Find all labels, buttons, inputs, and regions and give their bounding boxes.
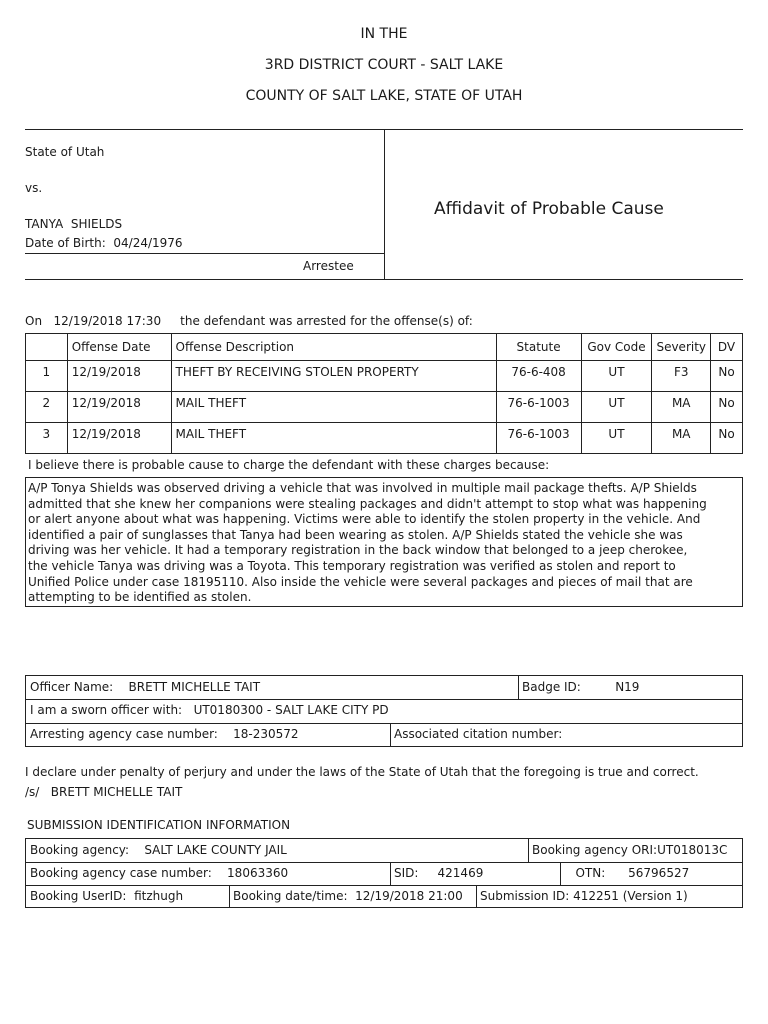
probable-cause-line: attempting to be identified as stolen.	[28, 590, 252, 605]
row-statute: 76-6-408	[496, 361, 581, 392]
probable-cause-line: admitted that she knew her companions were stealing packages and didn't attempt to stop what was happening	[28, 496, 707, 511]
table-row	[26, 361, 743, 392]
officer-name-value: BRETT MICHELLE TAIT	[128, 680, 261, 694]
row-dv: No	[711, 392, 743, 423]
booking-case-value: 18063360	[227, 866, 289, 880]
booking-userid-label: Booking UserID:	[30, 889, 127, 903]
submission-info-box	[25, 838, 743, 908]
sid-label: SID:	[394, 866, 419, 880]
row-gov-code: UT	[581, 392, 652, 423]
row-severity: MA	[652, 423, 711, 454]
row-gov-code: UT	[581, 423, 652, 454]
table-row	[26, 392, 743, 423]
probable-cause-line: the vehicle Tanya was driving was a Toyota. This temporary registration was verified as stolen and report to	[28, 558, 676, 573]
arrest-statement	[25, 314, 473, 328]
booking-ori-label: Booking agency ORI:	[532, 843, 658, 857]
booking-ori-field	[528, 839, 727, 861]
citation-field	[390, 723, 566, 745]
booking-datetime-field	[229, 885, 463, 907]
row-severity: MA	[652, 392, 711, 423]
probable-cause-line: or alert anyone about what was happening. Victims were able to identify the stolen property in the vehicle. And	[28, 512, 701, 527]
badge-id-value: N19	[615, 680, 640, 694]
officer-name-label: Officer Name:	[30, 680, 114, 694]
header-cell-offense-date: Offense Date	[67, 334, 171, 361]
versus-label: vs.	[25, 181, 43, 195]
row-statute: 76-6-1003	[496, 392, 581, 423]
badge-id-label: Badge ID:	[522, 680, 581, 694]
header-cell-offense-description: Offense Description	[171, 334, 496, 361]
row-offense-description: MAIL THEFT	[171, 423, 496, 454]
caption-divider	[384, 129, 385, 279]
arrest-text: the defendant was arrested for the offense(s) of:	[180, 314, 473, 328]
row-severity: F3	[652, 361, 711, 392]
court-header-line2: 3RD DISTRICT COURT - SALT LAKE	[264, 57, 504, 73]
sworn-agency-value: UT0180300 - SALT LAKE CITY PD	[193, 703, 389, 717]
submission-id-value: 412251 (Version 1)	[573, 889, 688, 903]
booking-datetime-value: 12/19/2018 21:00	[355, 889, 463, 903]
sid-field	[390, 862, 483, 884]
arresting-case-field	[26, 723, 299, 745]
row-offense-description: THEFT BY RECEIVING STOLEN PROPERTY	[171, 361, 496, 392]
arrest-prefix: On	[25, 314, 43, 328]
submission-heading: SUBMISSION IDENTIFICATION INFORMATION	[27, 818, 291, 832]
header-cell-dv: DV	[711, 334, 743, 361]
otn-field	[560, 862, 689, 884]
booking-datetime-label: Booking date/time:	[233, 889, 348, 903]
dob-label: Date of Birth:	[25, 236, 106, 250]
table-row	[26, 423, 743, 454]
officer-name-field	[26, 676, 260, 698]
defendant-name: TANYA SHIELDS	[25, 217, 123, 231]
booking-agency-label: Booking agency:	[30, 843, 130, 857]
booking-agency-value: SALT LAKE COUNTY JAIL	[144, 843, 287, 857]
arrestee-label: Arrestee	[303, 259, 354, 273]
declaration-text: I declare under penalty of perjury and under the laws of the State of Utah that the foregoing is true and correct.	[25, 765, 699, 779]
row-index: 3	[26, 423, 68, 454]
probable-cause-intro: I believe there is probable cause to charge the defendant with these charges because:	[28, 458, 550, 472]
arrest-datetime: 12/19/2018 17:30	[53, 314, 162, 328]
booking-userid-field	[26, 885, 183, 907]
officer-info-box	[25, 675, 743, 747]
otn-label: OTN:	[575, 866, 606, 880]
row-dv: No	[711, 361, 743, 392]
row-offense-date: 12/19/2018	[67, 423, 171, 454]
booking-ori-value: UT018013C	[657, 843, 728, 857]
probable-cause-line: A/P Tonya Shields was observed driving a vehicle that was involved in multiple mail package thefts. A/P Shields	[28, 481, 697, 495]
court-header-line3: COUNTY OF SALT LAKE, STATE OF UTAH	[245, 88, 523, 104]
arrestee-rule	[25, 253, 385, 254]
table-header-row	[26, 334, 743, 361]
dob-value: 04/24/1976	[113, 236, 183, 250]
row-offense-description: MAIL THEFT	[171, 392, 496, 423]
sworn-agency-field	[26, 699, 389, 721]
row-statute: 76-6-1003	[496, 423, 581, 454]
probable-cause-line: identified a pair of sunglasses that Tanya had been wearing as stolen. A/P Shields stated the vehicle she was	[28, 527, 683, 542]
header-cell-statute: Statute	[496, 334, 581, 361]
row-dv: No	[711, 423, 743, 454]
signature-line	[25, 785, 182, 799]
probable-cause-line: driving was her vehicle. It had a temporary registration in the back window that belonged to a jeep cherokee,	[28, 543, 688, 558]
booking-agency-field	[26, 839, 287, 861]
citation-label: Associated citation number:	[394, 727, 563, 741]
signature-name: BRETT MICHELLE TAIT	[50, 785, 183, 799]
row-index: 1	[26, 361, 68, 392]
sid-value: 421469	[437, 866, 484, 880]
date-of-birth	[25, 236, 183, 250]
arresting-case-value: 18-230572	[233, 727, 299, 741]
row-gov-code: UT	[581, 361, 652, 392]
probable-cause-box	[25, 477, 743, 607]
row-index: 2	[26, 392, 68, 423]
booking-case-label: Booking agency case number:	[30, 866, 212, 880]
submission-id-field	[476, 885, 688, 907]
offenses-table	[25, 333, 743, 454]
probable-cause-line: Unified Police under case 18195110. Also inside the vehicle were several packages and pieces of mail that are	[28, 574, 693, 589]
badge-id-field	[518, 676, 639, 698]
sworn-agency-label: I am a sworn officer with:	[30, 703, 183, 717]
booking-userid-value: fitzhugh	[134, 889, 184, 903]
header-cell-gov-code: Gov Code	[581, 334, 652, 361]
row-offense-date: 12/19/2018	[67, 361, 171, 392]
document-title: Affidavit of Probable Cause	[434, 199, 664, 219]
otn-value: 56796527	[628, 866, 690, 880]
booking-case-field	[26, 862, 288, 884]
header-cell-severity: Severity	[652, 334, 711, 361]
submission-id-label: Submission ID:	[480, 889, 570, 903]
plaintiff-name: State of Utah	[25, 145, 105, 159]
header-cell-index	[26, 334, 68, 361]
signature-prefix: /s/	[25, 785, 40, 799]
arresting-case-label: Arresting agency case number:	[30, 727, 218, 741]
caption-bottom-rule	[25, 279, 743, 280]
court-header-line1: IN THE	[360, 26, 408, 42]
row-offense-date: 12/19/2018	[67, 392, 171, 423]
